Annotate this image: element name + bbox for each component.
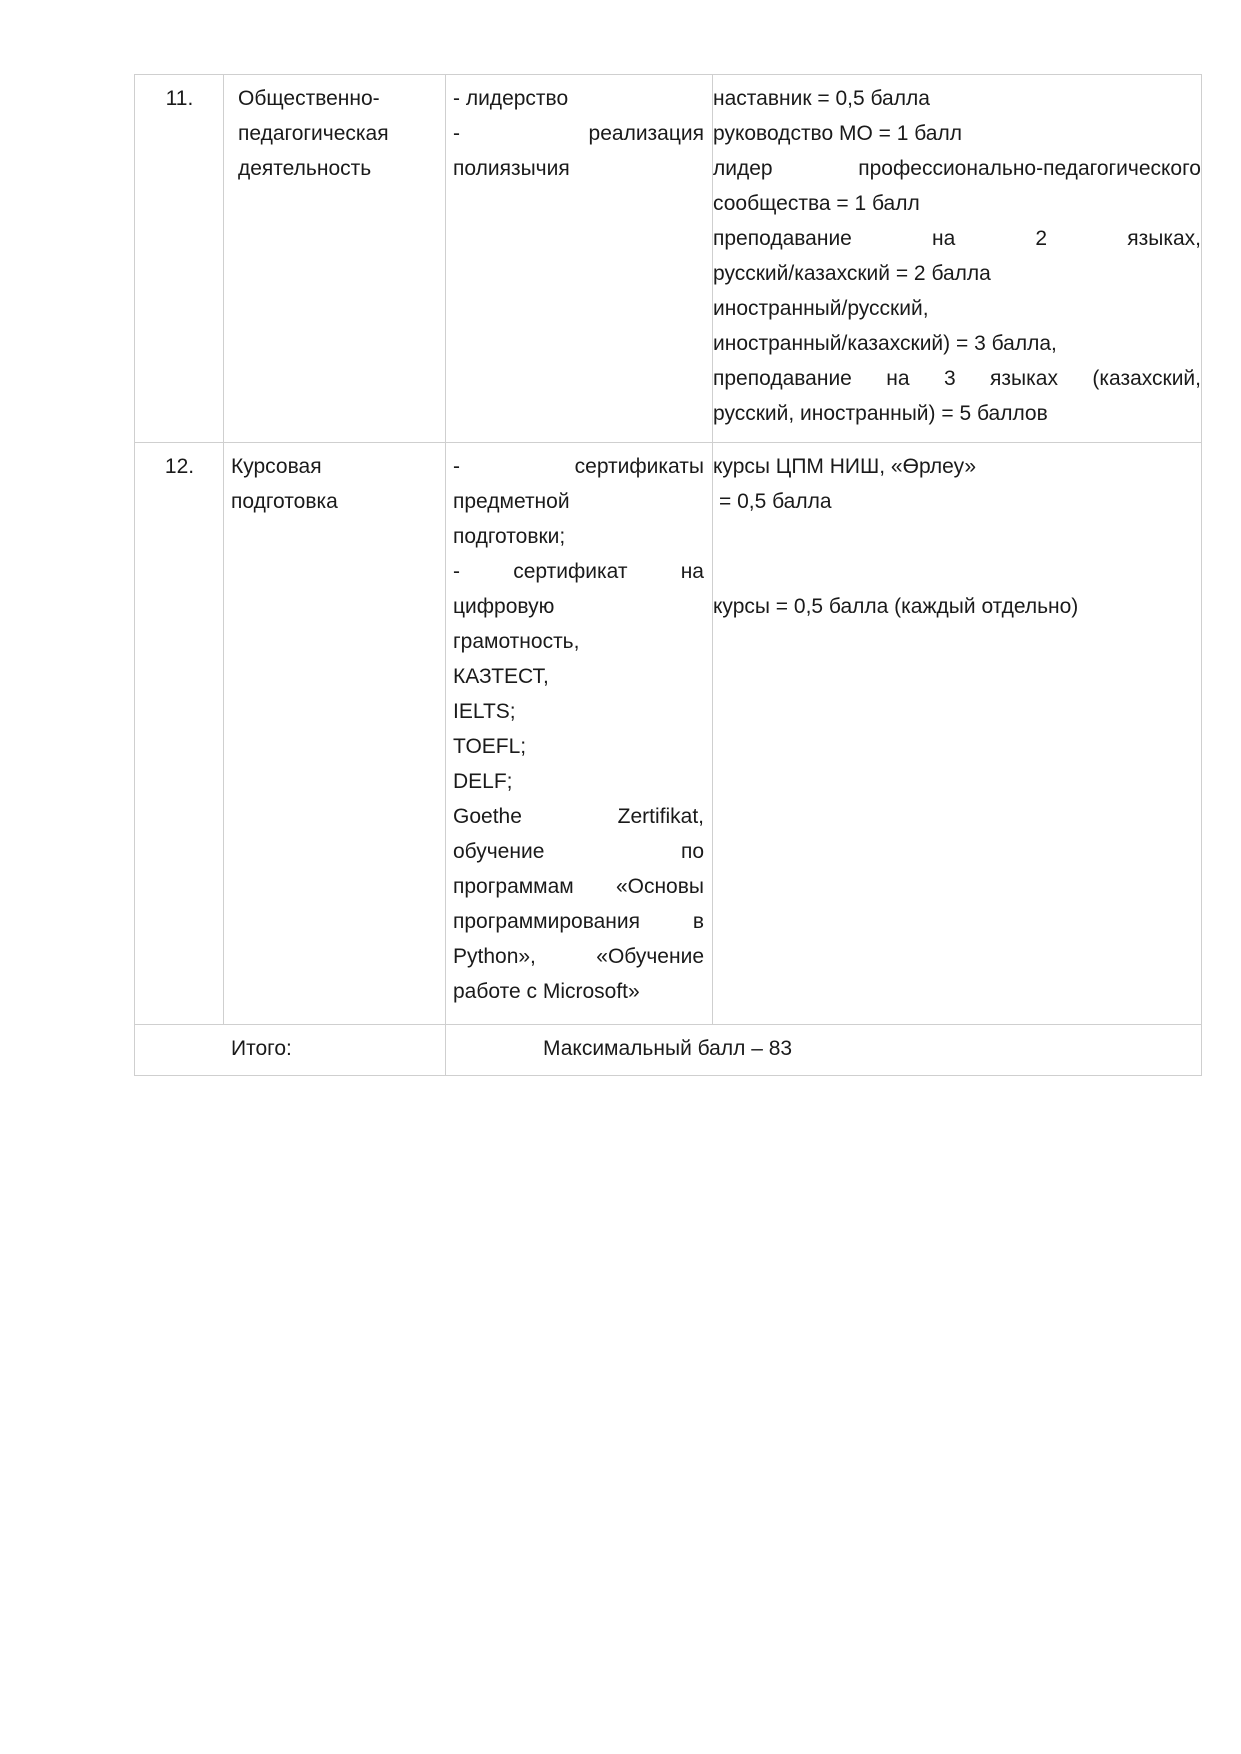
criterion-name-line: Курсовая: [231, 455, 322, 478]
indicator-line: DELF;: [453, 770, 513, 793]
total-value-cell: [446, 1025, 1202, 1076]
score-line: наставник = 0,5 балла: [713, 87, 930, 110]
score-line: преподавание на 3 языках (казахский,: [713, 367, 1201, 390]
total-row: [135, 1025, 1202, 1076]
indicator-line: грамотность,: [453, 630, 580, 653]
score-line: русский/казахский = 2 балла: [713, 262, 991, 285]
indicator-line: Goethe Zertifikat,: [453, 805, 704, 828]
score-cell: [713, 75, 1202, 443]
table-row: [135, 75, 1202, 443]
score-line: руководство МО = 1 балл: [713, 122, 962, 145]
score-line: русский, иностранный) = 5 баллов: [713, 402, 1048, 425]
indicator-line: - реализация: [453, 122, 704, 145]
row-number-cell: [135, 75, 224, 443]
score-line: курсы = 0,5 балла (каждый отдельно): [713, 595, 1079, 618]
indicator-line: - сертификаты: [453, 455, 704, 478]
indicator-line: работе с Microsoft»: [453, 980, 640, 1003]
indicator-line: цифровую: [453, 595, 555, 618]
score-line: сообщества = 1 балл: [713, 192, 920, 215]
indicator-line: - сертификат на: [453, 560, 704, 583]
total-label: Итого:: [231, 1037, 292, 1060]
indicator-line: полиязычия: [453, 157, 570, 180]
indicator-line: IELTS;: [453, 700, 516, 723]
row-number-cell: [135, 443, 224, 1025]
score-line: иностранный/казахский) = 3 балла,: [713, 332, 1057, 355]
criterion-name-cell: [224, 443, 446, 1025]
indicator-line: подготовки;: [453, 525, 566, 548]
indicator-line: Python», «Обучение: [453, 945, 704, 968]
criterion-name-line: деятельность: [238, 157, 372, 180]
criterion-name-cell: [224, 75, 446, 443]
row-number: 11.: [165, 87, 194, 110]
indicator-line: программирования в: [453, 910, 704, 933]
score-line: курсы ЦПМ НИШ, «Өрлеу»: [713, 455, 977, 478]
indicator-line: TOEFL;: [453, 735, 527, 758]
indicator-line: обучение по: [453, 840, 704, 863]
table-row: [135, 443, 1202, 1025]
criteria-table: [134, 74, 1202, 1076]
criterion-name-line: Общественно-: [238, 87, 380, 110]
indicator-line: - лидерство: [453, 87, 569, 110]
indicator-line: программам «Основы: [453, 875, 704, 898]
indicator-line: предметной: [453, 490, 570, 513]
criterion-name-line: подготовка: [231, 490, 338, 513]
score-line: иностранный/русский,: [713, 297, 929, 320]
row-number: 12.: [164, 455, 195, 478]
indicator-cell: [446, 443, 713, 1025]
criterion-name-line: педагогическая: [238, 122, 389, 145]
total-label-cell: [135, 1025, 446, 1076]
score-cell: [713, 443, 1202, 1025]
score-line: = 0,5 балла: [719, 490, 832, 513]
indicator-cell: [446, 75, 713, 443]
max-score-total: Максимальный балл – 83: [543, 1037, 793, 1060]
score-line: лидер профессионально-педагогического: [713, 157, 1201, 180]
indicator-line: КАЗТЕСТ,: [453, 665, 549, 688]
score-line: преподавание на 2 языках,: [713, 227, 1201, 250]
